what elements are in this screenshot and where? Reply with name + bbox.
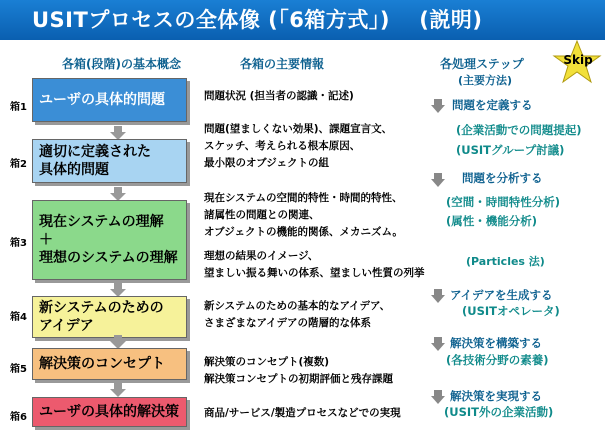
step-sub: (USITオペレータ) bbox=[462, 304, 560, 318]
step-sub: (USIT外の企業活動) bbox=[444, 405, 554, 419]
box-2 bbox=[32, 139, 187, 183]
step-realize-solution: 解決策を実現する bbox=[450, 389, 542, 403]
info-block-3 bbox=[204, 190, 403, 241]
step-arrow-icon bbox=[431, 336, 445, 350]
box-2-text: 適切に定義された 具体的問題 bbox=[39, 144, 151, 178]
info-block-1 bbox=[204, 88, 354, 105]
down-arrow-icon bbox=[110, 382, 126, 396]
info-line: 理想の結果のイメージ、 bbox=[204, 250, 319, 262]
box-3 bbox=[32, 200, 187, 280]
skip-label[interactable]: Skip bbox=[563, 53, 593, 67]
box-1 bbox=[32, 78, 187, 122]
step-arrow-icon bbox=[431, 389, 445, 403]
step-sub: (企業活動での問題提起) bbox=[456, 123, 582, 137]
step-analyze-problem: 問題を分析する bbox=[462, 171, 543, 185]
info-line: 諸属性の問題との関連、 bbox=[204, 209, 320, 221]
step-sub: (Particles 法) bbox=[466, 255, 545, 268]
box-6-text: ユーザの具体的解決策 bbox=[39, 404, 179, 420]
steps-column-header: 各処理ステップ bbox=[440, 57, 524, 71]
info-line: 問題(望ましくない効果)、課題宣言文、 bbox=[204, 123, 393, 135]
info-block-3b bbox=[204, 248, 425, 282]
page-title: USITプロセスの全体像 (「6箱方式」) (説明) bbox=[0, 0, 605, 40]
concept-column-header: 各箱(段階)の基本概念 bbox=[62, 57, 181, 71]
info-line: 現在システムの空間的特性・時間的特性、 bbox=[204, 192, 403, 204]
box-label-6: 箱6 bbox=[10, 412, 27, 423]
steps-column-subheader: (主要方法) bbox=[458, 74, 513, 87]
info-line: スケッチ、考えられる根本原因、 bbox=[204, 140, 361, 152]
info-block-6 bbox=[204, 405, 401, 422]
down-arrow-icon bbox=[110, 282, 126, 296]
info-line: 最小限のオブジェクトの組 bbox=[204, 157, 330, 169]
box-label-1: 箱1 bbox=[10, 102, 27, 113]
info-line: 解決策のコンセプト(複数) bbox=[204, 356, 330, 368]
step-generate-ideas: アイデアを生成する bbox=[450, 288, 553, 302]
skip-button[interactable] bbox=[552, 40, 602, 84]
step-sub: (各技術分野の素養) bbox=[446, 353, 549, 367]
box-label-3: 箱3 bbox=[10, 238, 27, 249]
down-arrow-icon bbox=[110, 334, 126, 348]
step-arrow-icon bbox=[431, 98, 445, 112]
step-arrow-icon bbox=[431, 288, 445, 302]
box-5 bbox=[32, 348, 187, 380]
info-block-4 bbox=[204, 298, 390, 332]
down-arrow-icon bbox=[110, 125, 126, 139]
info-line: 商品/サービス/製造プロセスなどでの実現 bbox=[204, 407, 401, 419]
info-line: さまざまなアイデアの階層的な体系 bbox=[204, 317, 372, 329]
info-line: 望ましい振る舞いの体系、望ましい性質の列挙 bbox=[204, 267, 425, 279]
step-sub: (USITグループ討議) bbox=[456, 143, 565, 157]
info-line: 新システムのための基本的なアイデア、 bbox=[204, 300, 391, 312]
info-line: 問題状況 (担当者の認識・記述) bbox=[204, 90, 354, 102]
box-6 bbox=[32, 397, 187, 427]
box-4-text: 新システムのための アイデア bbox=[39, 300, 164, 334]
info-line: 解決策コンセプトの初期評価と残存課題 bbox=[204, 373, 393, 385]
box-label-5: 箱5 bbox=[10, 364, 27, 375]
box-4 bbox=[32, 296, 187, 338]
info-block-5 bbox=[204, 354, 393, 388]
down-arrow-icon bbox=[110, 186, 126, 200]
box-label-4: 箱4 bbox=[10, 312, 27, 323]
step-build-solution: 解決策を構築する bbox=[450, 336, 542, 350]
box-1-text: ユーザの具体的問題 bbox=[39, 92, 165, 108]
step-sub: (空間・時間特性分析) bbox=[446, 195, 561, 209]
info-line: オブジェクトの機能的関係、メカニズム。 bbox=[204, 226, 403, 238]
step-sub: (属性・機能分析) bbox=[446, 214, 538, 228]
step-arrow-icon bbox=[431, 172, 445, 186]
box-label-2: 箱2 bbox=[10, 159, 27, 170]
step-define-problem: 問題を定義する bbox=[452, 98, 533, 112]
box-5-text: 解決策のコンセプト bbox=[39, 356, 165, 372]
box-3-text: 現在システムの理解 ＋ 理想のシステムの理解 bbox=[39, 214, 178, 266]
info-column-header: 各箱の主要情報 bbox=[240, 57, 325, 71]
info-block-2 bbox=[204, 121, 392, 172]
